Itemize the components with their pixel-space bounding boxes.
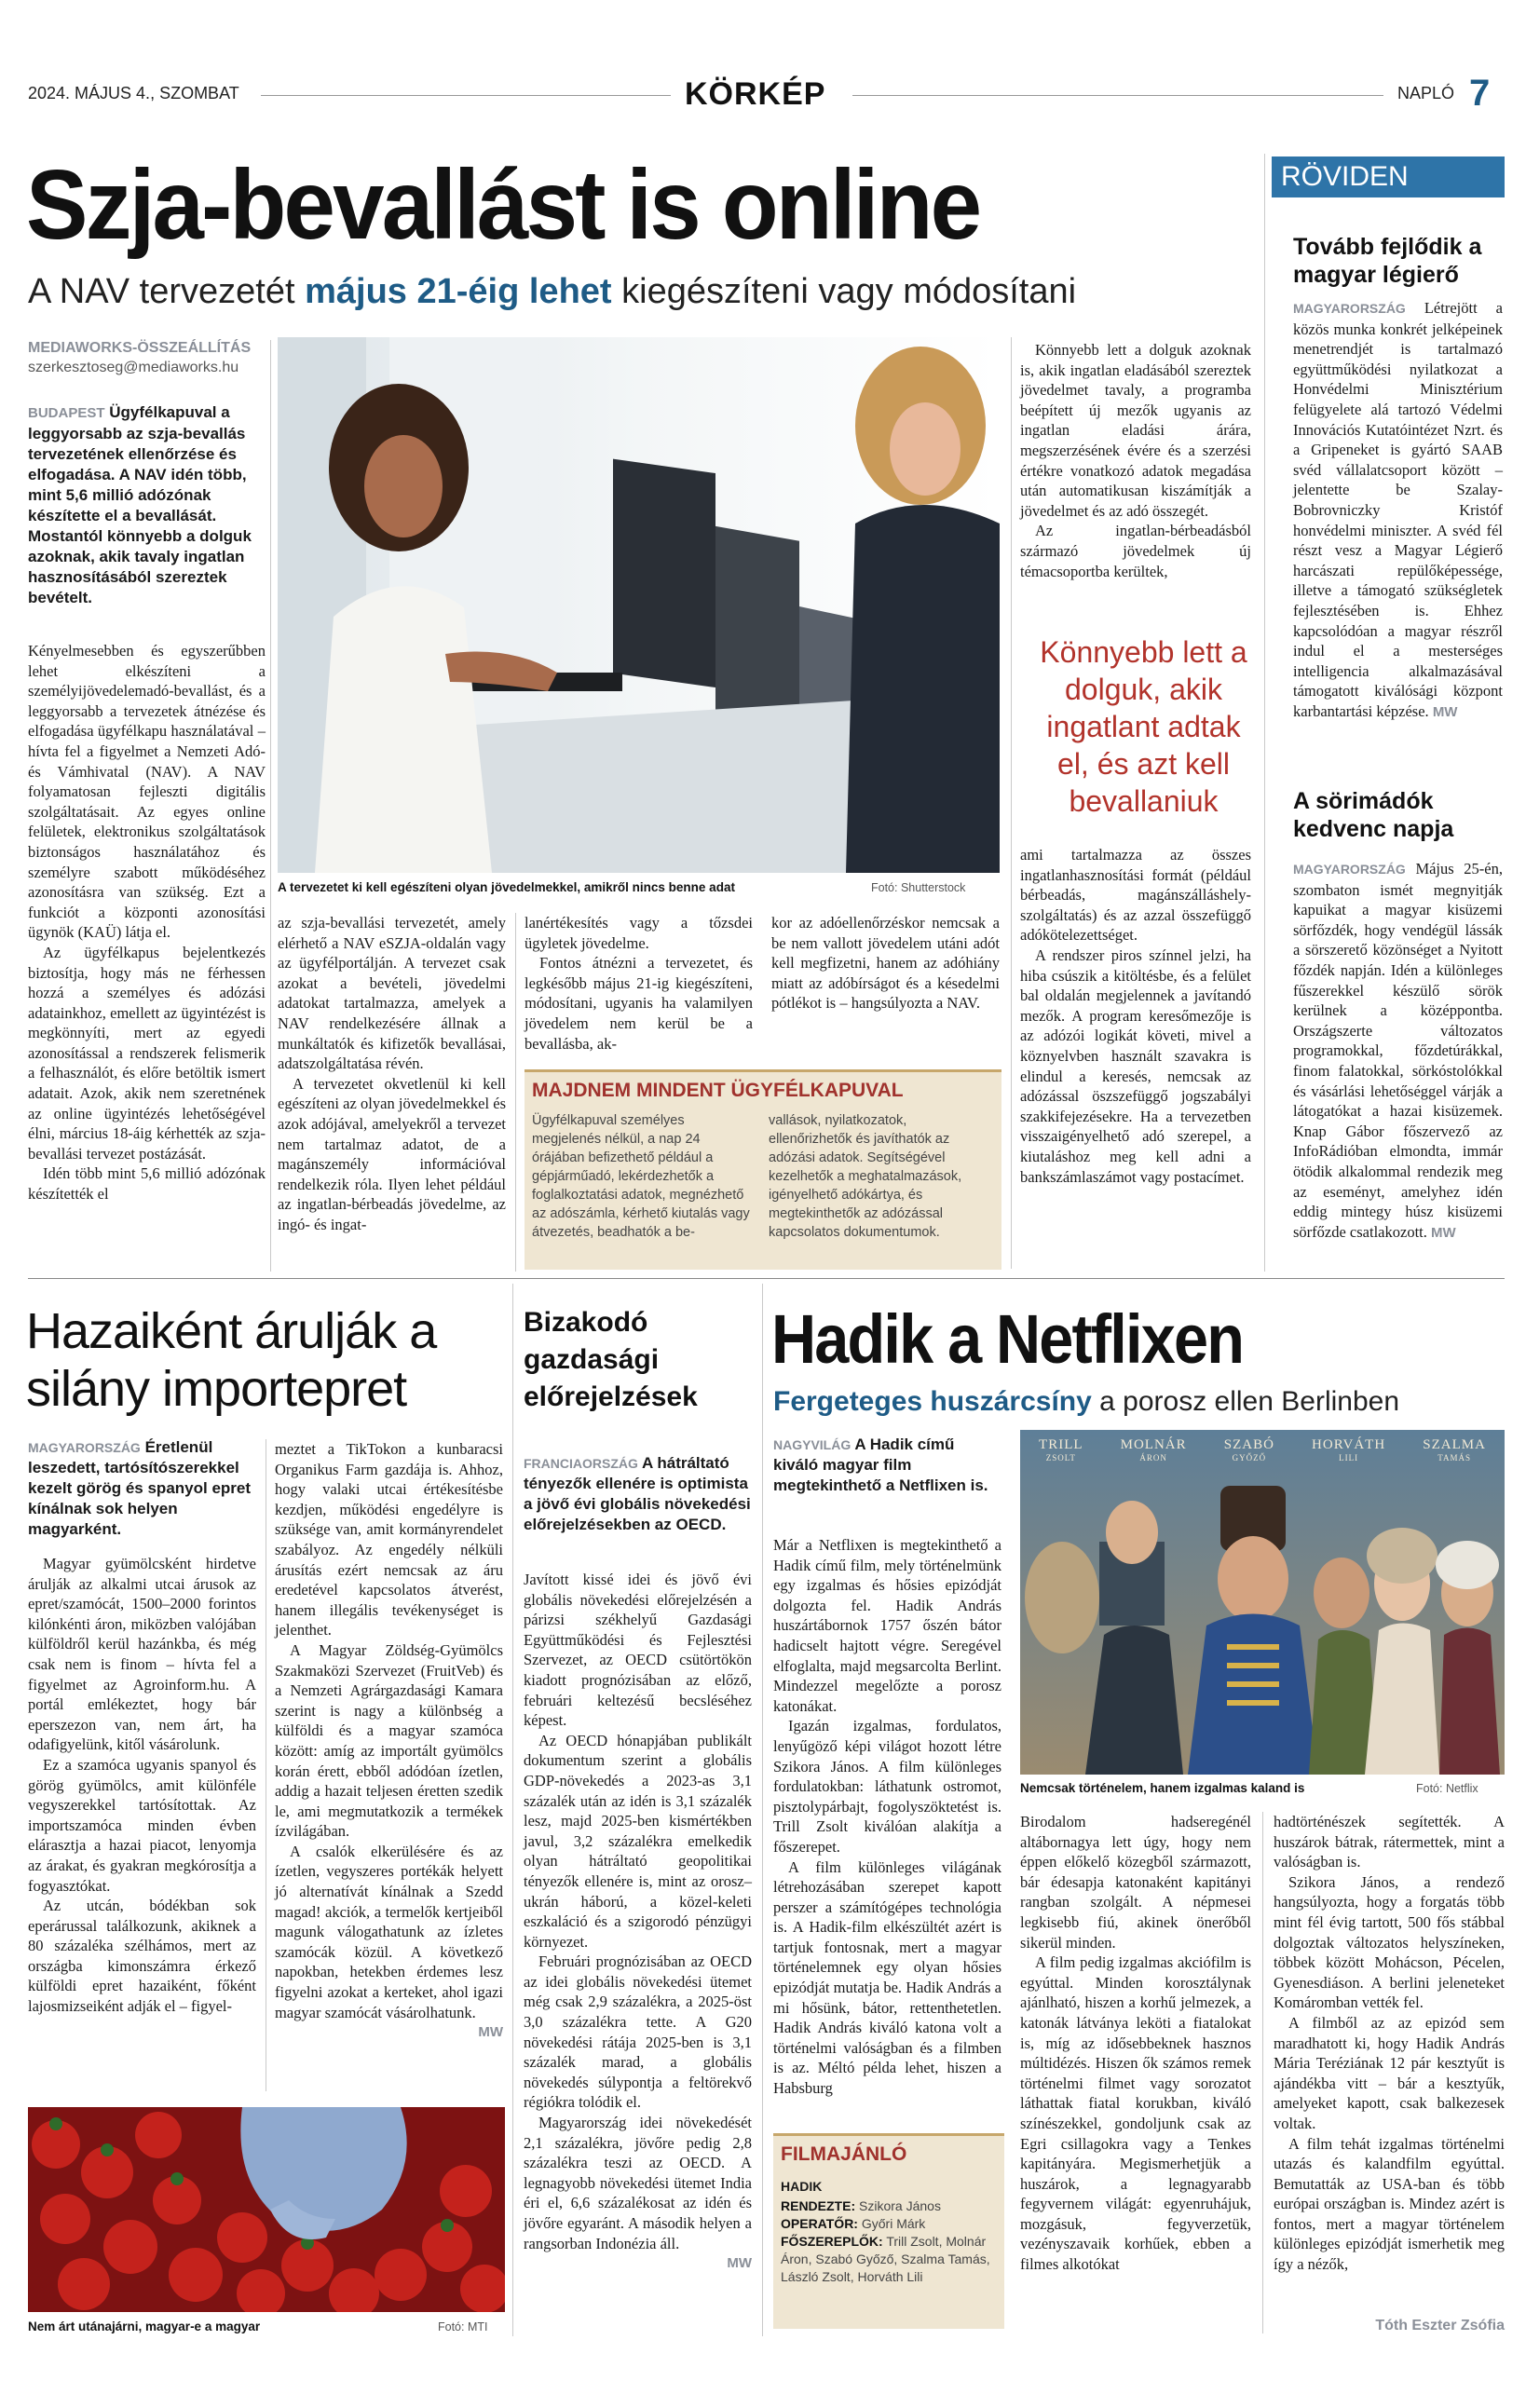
column-divider [515,913,516,1272]
paragraph: Magyarország idei növekedését 2,1 százalékra, jövőre pedig 2,8 százalékra teszi az OECD. A legnagyobb növekedési ütemet India éri el, 6,6 százalékosat az idén és jövőre egyaránt. A második helyen a rangsorban Indonézia áll. [524,2114,752,2252]
roviden-header: RÖVIDEN [1272,156,1505,197]
strawberry-photo [28,2107,505,2312]
hadik-lead-text: A Hadik című kiváló magyar film megtekinthető a Netflixen is. [773,1435,988,1494]
paragraph: Szikora János, a rendező hangsúlyozta, hogy a forgatás több mint fél évig tartott, 500 fős stábbal dolgoztak változatos helyszíneken, többek között Mohácson, Pécelen, Gyenesdiáson. A berlini jeleneteket Komáromban vették fel. [1274,1872,1505,2012]
paragraph: Az ügyfélkapus bejelentkezés biztosítja, hogy más ne férhessen hozzá a személyes és adózási adatainkhoz, emellett az ügyintézést is megkönnyíti, mert az egyedi azonosítással a rendszerek felismerik a felhasználót, és előre betöltik ismert adatait. Azok, akik nem szeretnének az online ügyintézés lehetőségével élni, március 18-áig kérhették az szja-bevallási tervezet postázását. [28,943,266,1163]
paragraph: A Magyar Zöldség-Gyümölcs Szakmaközi Szervezet (FruitVeb) és a Nemzeti Agrárgazdasági Kamara szerint is nagy a különbség a külföldi és a magyar szamóca között: amíg az importált gyümölcs korán érett, ebből adódóan ízetlen, addig a hazait teljesen éretten szedik le, ami megmutatkozik a termékek ízvilágában. [275,1640,503,1841]
column-divider [762,1284,763,2336]
paragraph: A film pedig izgalmas akciófilm is egyúttal. Minden korosztálynak ajánlható, hiszen a korhű jelmezek, a katonák látványa leköti a fiatalokat is, míg az idősebbeknek hasznos múltidézés. Hiszen ők számos remek történelmi filmet vagy sorozatot láthattak fiatal korukban, kiváló színészekkel, gondoljunk csak az Egri csillagokra vagy a Tenkes kapitányára. Megismerhetjük a huszárok, a legnagyarabb fegyvernem világát: egyenruhájuk, mozgásuk, fegyverzetük, vezényszavaik korhűek, ebben a filmes alkotókat [1020,1953,1251,2274]
paragraph: ami tartalmazza az összes ingatlanhasznosítási formát (például bérbeadás, magánszálláshely-szolgáltatás) és az azzal összefüggő adókötelezettséget. [1020,846,1251,945]
signature: MW [1432,703,1458,720]
paragraph: Az OECD hónapjában publikált dokumentum szerint a globális GDP-növekedés a 2023-as 3,1 százalék után az idén is 3,1 százalék lesz, majd 2025-ben kismértékben javul, 3,2 százalékra emelkedik olyan hátráltató geopolitikai tényezők ellenére is, mint az orosz–ukrán háború, a közel-keleti eszkaláció és a szigorodó pénzügyi környezet. [524,1731,752,1951]
eper-lead [28,1437,256,1540]
poster-name: TRILL ZSOLT [1039,1437,1083,1462]
hadik-location: NAGYVILÁG [773,1437,852,1452]
paragraph: hadtörténészek segítették. A huszárok bátrak, rátermettek, mint a valóságban is. [1274,1813,1505,1871]
main-col4 [771,913,1000,1014]
paragraph: A tervezetet okvetlenül ki kell egészíteni az olyan jövedelmekkel és azok adójával, amelyekről a tervezet nem tartalmaz adatot, de a magánszemély információval rendelkezik róla. Ilyen lehet például az ingatlan-bérbeadás jövedelme, az ingó- és ingat- [278,1074,506,1233]
info-box-title: MAJDNEM MINDENT ÜGYFÉLKAPUVAL [532,1080,904,1101]
main-col3 [525,913,753,1054]
paragraph: A filmből az az epizód sem maradhatott ki, hogy Hadik András Mária Teréziának 12 pár kesztyűt is ajándékba vitt – bár a kesztyűk, amelyeket kapott, csak balkezesek voltak. [1274,2013,1505,2132]
hadik-subtitle [773,1386,1399,1418]
poster-illustration [1020,1430,1505,1775]
oecd-location: FRANCIAORSZÁG [524,1456,638,1471]
info-box-col1: Ügyfélkapuval személyes megjelenés nélkül, a nap 24 órájában befizethető például a gépjárműadó, lekérdezhetők a foglalkoztatási adatok, megnézhető az adószámla, kérhető kiutalás vagy átvezetés, beadhatók a be- [532,1113,750,1240]
header-date: 2024. MÁJUS 4., SZOMBAT [28,84,239,102]
paragraph: Az utcán, bódékban sok eperárussal találkozunk, akiknek a 80 százaléka szélhámos, mert az országba kimonszámra érkező külföldi epret hazaiként, főként lajosmizseiként adják el – figyel- [28,1897,256,2016]
main-col1 [28,641,266,1204]
byline: MEDIAWORKS-ÖSSZEÁLLÍTÁS [28,340,252,356]
hadik-title: Hadik a Netflixen [771,1300,1244,1378]
eper-col1 [28,1554,256,2017]
roviden-item2-text: Május 25-én, szombaton ismét megnyitják kapuikat a magyar kisüzemi sörfőzdék, hogy vendégül lássák a sörszerető közönséget a Nyitott főzdék napján. Idén a különleges fűszerekkel készülő sörök kerülnek a középpontba. Országszerte változatos programokkal, főzdetúrákkal, finom falatokkal, sörkóstolókkal és vásárlási lehetőséggel várják a látogatókat a hazai kisüzemek. Knap Gábor főszervező az InfoRádióban elmondta, immár ötödik alkalommal rendezik meg az eseményt, amelyhez idén eddig mintegy húsz kisüzemi sörfőzde csatlakozott. [1293,860,1503,1241]
paragraph: az szja-bevallási tervezetét, amely elérhető a NAV eSZJA-oldalán vagy az ügyfélportálján. A tervezet csak azokat a bevételi, jövedelmi adatokat tartalmazza, amelyek a NAV rendelkezésére állnak a munkáltatók és kifizetők bevallásai, adatszolgáltatása révén. [278,914,506,1073]
paragraph: Javított kissé idei és jövő évi globális növekedési előrejelzésén a párizsi székhelyű Gazdasági Együttműködési és Fejlesztési Szervezet, az OECD csütörtökön kiadott prognózisában az előző, februári keltezésű becsléséhez képest. [524,1571,752,1730]
column-divider [1262,1812,1263,2333]
info-box-col2: vallások, nyilatkozatok, ellenőrizhetők és javíthatók az adózási adatok. Segítségével kezelhetők a meghatalmazások, igényelhető adókártya, és megtekinthetők az adózással kapcsolatos dokumentumok. [769,1113,962,1240]
paragraph: A csalók elkerülésére és az ízetlen, vegyszeres portékák helyett jó alternatívát kínálnak a Szedd magad! akciók, a termelők kertjeiből magunk válogathatunk az ízletes szamócák közül. A következő napokban, hetekben érdemes lesz figyelni azokat a kerteket, ahol igazi magyar szamócát vásárolhatunk. [275,1842,503,2021]
eper-title: Hazaiként árulják a silány importepret [26,1303,437,1417]
signature: MW [1430,1224,1456,1241]
hadik-credit: Fotó: Netflix [1416,1782,1478,1795]
eper-col2 [275,1439,503,2043]
hadik-col3 [1274,1812,1505,2275]
eper-lead-text: Éretlenül leszedett, tartósítószerekkel kezelt görög és spanyol epret kínálnak sok helyen magyarként. [28,1438,252,1538]
paragraph: Idén több mint 5,6 millió adózónak készítették el [28,1164,266,1204]
hadik-author: Tóth Eszter Zsófia [1375,2318,1505,2333]
office-photo-illustration [278,337,1000,873]
paragraph: A film különleges világának létrehozásában szerepet kapott perszer a számítógépes technológia is. A Hadik-film elkészültét azért is tartjuk fontosnak, mert a magyar történelemnek egy olyan hősies epizódját mutatja be. Hadik András a mi hősünk, bátor, rettenthetetlen. Hadik András kiváló katona volt a történelmi valóságban és a filmben is az. Méltó példa lehet, hiszen a Habsburg [773,1857,1001,2098]
paragraph: Könnyebb lett a dolguk azoknak is, akik ingatlan eladásából szereztek jövedelmet tavaly, a programba beépített új mezők ugyanis az ingatlan eladási árára, megszerzésének évére és a szerzési értékre vonatkozó adatok megadása után automatikusan kiszámítják a jövedelmet és az adó összegét. [1020,341,1251,520]
film-box-film: HADIK [781,2179,823,2194]
film-box-director: RENDEZTE: Szikora János OPERATŐR: Győri Márk FŐSZEREPLŐK: Trill Zsolt, Molnár Áron, Szabó Győző, Szalma Tamás, László Zsolt, Horváth Lili [781,2198,990,2284]
byline-email: szerkesztoseg@mediaworks.hu [28,360,239,375]
eper-caption: Nem árt utánajárni, magyar-e a magyar [28,2320,261,2333]
poster-names [1020,1437,1505,1462]
signature: MW [478,2024,503,2041]
office-photo [278,337,1000,873]
page-number: 7 [1469,73,1491,114]
hadik-subtitle-post: a porosz ellen Berlinben [1091,1386,1400,1417]
subtitle-bold: május 21-éig lehet [305,272,612,311]
paragraph: Már a Netflixen is megtekinthető a Hadik című film, mely történelmünk egy izgalmas és hősies epizódját dolgozta fel. Hadik András huszártábornok 1757 őszén bátor hadicselt hajtott végre. Seregével elfoglalta, majd megsarcolta Berlint. Mindezzel megelőzte a porosz katonákat. [773,1536,1001,1715]
photo-caption: A tervezetet ki kell egészíteni olyan jövedelmekkel, amikről nincs benne adat [278,880,735,894]
roviden-item1 [1293,298,1503,722]
subtitle-post: kiegészíteni vagy módosítani [611,272,1077,311]
hadik-col1 [773,1535,1001,2099]
main-col5b [1020,845,1251,1187]
strawberry-illustration [28,2107,505,2312]
oecd-body [524,1570,752,2274]
column-divider [270,340,271,1272]
paragraph: Az ingatlan-bérbeadásból származó jövedelmek új témacsoportba kerültek, [1020,522,1251,580]
main-col2 [278,913,506,1235]
oecd-lead [524,1453,752,1535]
header-rule-right [852,95,1383,96]
oecd-lead-text: A hátráltató tényezők ellenére is optimista a jövő évi globális növekedési előrejelzésekben az OECD. [524,1454,751,1533]
column-divider [512,1284,513,2336]
poster-name: HORVÁTH LILI [1312,1437,1386,1462]
roviden-item2-title: A sörimádók kedvenc napja [1293,788,1454,842]
roviden-item2-location: MAGYARORSZÁG [1293,862,1406,877]
paragraph: lanértékesítés vagy a tőzsdei ügyletek jövedelme. [525,914,753,952]
hadik-col2 [1020,1812,1251,2275]
photo-credit: Fotó: Shutterstock [871,881,966,894]
poster-name: MOLNÁR ÁRON [1120,1437,1187,1462]
info-box [525,1069,1001,1270]
paragraph: Magyar gyümölcsként hirdetve árulják az alkalmi utcai árusok az epret/szamócát, 1500–2000 forintos kilónkénti áron, miközben valójában külföldről kerül hazánkba, és még csak nem is finom – hívta fel a figyelmet az Agroinform.hu. A portál emlékeztet, hogy bár eperszezon van, nem árt, ha odafigyelünk, kitől vásárolunk. [28,1555,256,1754]
main-lead [28,402,266,608]
poster-name: SZABÓ GYŐZŐ [1223,1437,1274,1462]
lead-location: BUDAPEST [28,405,105,421]
header-rule-left [261,95,671,96]
eper-location: MAGYARORSZÁG [28,1440,141,1455]
paragraph: Birodalom hadseregénél altábornagya lett úgy, hogy nem éppen előkelő közegből származott, bár édesapja katonaként kapitányi rangban szolgált. A népmesei legkisebb fiú, akinek önerőből sikerül minden. [1020,1813,1251,1952]
oecd-title: Bizakodó gazdasági előrejelzések [524,1307,698,1412]
paragraph: Igazán izgalmas, fordulatos, lenyűgöző képi világot hozott létre Szikora János. A film különleges fordulatokban: láthatunk ostromot, pisztolypárbajt, fogolyszöktetést is. Trill Zsolt kiválóan alakítja a főszerepet. [773,1717,1001,1856]
eper-credit: Fotó: MTI [438,2320,488,2333]
poster-name: SZALMA TAMÁS [1423,1437,1486,1462]
paragraph: Kényelmesebben és egyszerűbben lehet elkészíteni a személyijövedelemadó-bevallást, és a leggyorsabb a tervezetek átnézése és elfogadása ügyfélkapu használatával – hívta fel a figyelmet a Nemzeti Adó- és Vámhivatal (NAV). A NAV folyamatosan fejleszti digitális szolgáltatásait. Az egyes online felületek, elektronikus szolgáltatások biztonságos használatához és személyre szabott működéséhez azonosításra van szükség. Ezt a funkciót a központi azonosítási ügynök (KAÜ) látja el. [28,642,266,942]
column-divider [1264,154,1265,1272]
main-subtitle [28,272,1076,312]
hadik-poster [1020,1430,1505,1775]
paragraph: Fontos átnézni a tervezetet, és legkésőbb május 21-ig kiegészíteni, módosítani, ugyanis ha valamilyen jövedelem nem kerül be a bevallásba, ak- [525,954,753,1053]
roviden-item1-location: MAGYARORSZÁG [1293,301,1406,316]
column-divider [1011,337,1012,1269]
section-divider [28,1278,1505,1279]
main-title: Szja-bevallást is online [26,150,980,260]
paragraph: A film tehát izgalmas történelmi utazás és kalandfilm egyúttal. Bemutatták az USA-ban és több európai országban is. Mindez azért is fontos, mert a magyar történelem különleges epizódját ismerhetik meg így a nézők, [1274,2134,1505,2274]
paragraph: A rendszer piros színnel jelzi, ha hiba csúszik a kitöltésbe, és a felület bal oldalán megjelennek a javítandó mezők. A program keresőmezője is az adózói logikát követi, mivel a köznyelvben használt szavakra is elindul a keresés, nemcsak az adózással öszszefüggő jogszabályi szakkifejezésekre. Ha a tervezetben visszaigényelhető adó szerepel, a kiutaláshoz meg kell adni a bankszámlaszámot vagy postacímet. [1020,946,1251,1186]
roviden-item1-text: Létrejött a közös munka konkrét jelképeinek menetrendjét is tartalmazó együttműködési nyilatkozat a Honvédelmi Minisztérium felügyelete alá tartozó Védelmi Innovációs Kutatóintézet Nzrt. és a Gripeneket is gyártó SAAB svéd vállalatcsoport között – jelentette be Szalay-Bobrovniczky Kristóf honvédelmi miniszter. A svéd fél részt vesz a Magyar Légierő harcászati repülőképessége, illetve a támogató szükségletek fejlesztésében is. Ehhez kapcsolódóan a magyar részről indul el a mesterséges intelligencia alkalmazásával támogatott kiválósági központ karbantartási képzése. [1293,299,1503,720]
roviden-item1-title: Tovább fejlődik a magyar légierő [1293,234,1482,288]
film-box [773,2133,1004,2329]
subtitle-pre: A NAV tervezetét [28,272,306,311]
paragraph: Ez a szamóca ugyanis spanyol és görög gyümölcs, amit különféle vegyszerekkel tartósítottak. Az importszamóca minden évben elárasztja a hazai piacot, lenyomja az árakat, és gyakran megkórosítja a fogyasztókat. [28,1755,256,1895]
paragraph: kor az adóellenőrzéskor nemcsak a be nem vallott jövedelem utáni adót kell megfizetni, hanem az adóhiány miatt az adóbírságot és a késedelmi pótlékot is – hangsúlyozta a NAV. [771,914,1000,1013]
paragraph: Februári prognózisában az OECD az idei globális növekedési ütemet még csak 2,9 százalékra, a 2025-öst 3,0 százalékra tette. A G20 növekedési rátája 2025-ben is 3,1 százalék marad, a globális növekedés súlypontja a feltörekvő régiókra tolódik el. [524,1952,752,2112]
header-paper: NAPLÓ [1397,84,1455,102]
roviden-item2 [1293,859,1503,1243]
hadik-caption: Nemcsak történelem, hanem izgalmas kaland is [1020,1781,1305,1795]
hadik-lead [773,1435,1001,1496]
hadik-subtitle-bold: Fergeteges huszárcsíny [773,1386,1092,1417]
pull-quote: Könnyebb lett a dolguk, akik ingatlant adtak el, és azt kell bevallaniuk [1040,635,1247,818]
lead-text: Ügyfélkapuval a leggyorsabb az szja-bevallás tervezetének ellenőrzése és elfogadása. A NAV idén több, mint 5,6 millió adózónak készítette el a bevallását. Mostantól könnyebb a dolguk azoknak, akik tavaly ingatlan hasznosításából szereztek bevételt. [28,403,252,606]
header-section: KÖRKÉP [685,76,826,112]
signature: MW [727,2255,752,2272]
film-box-title: FILMAJÁNLÓ [781,2143,907,2165]
main-col5a [1020,340,1251,581]
paragraph: meztet a TikTokon a kunbaracsi Organikus Farm gazdája is. Ahhoz, hogy valaki utcai értékesítésbe kezdjen, működési engedélyre is szüksége van, amit kormányrendelet szabályoz. Az engedély nélküli árusítás ezért nemcsak az áru eredetével kapcsolatos átverést, hanem illegális tevékenységet is jelenthet. [275,1440,503,1639]
